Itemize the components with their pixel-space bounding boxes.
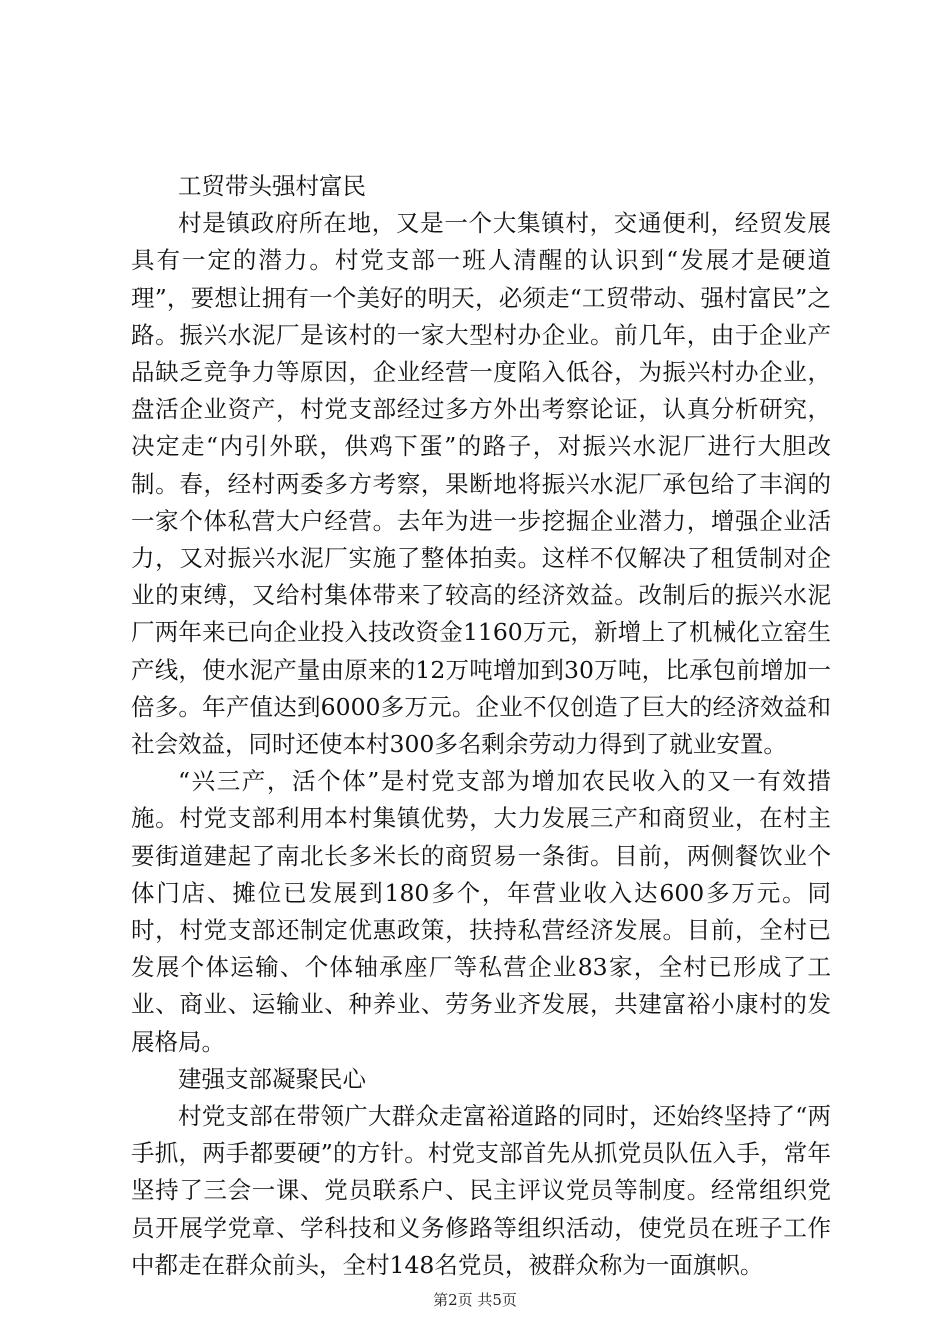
paragraph-tertiary-industry: “兴三产，活个体”是村党支部为增加农民收入的又一有效措施。村党支部利用本村集镇优势，大力发展三产和商贸业，在村主要街道建起了南北长多米长的商贸易一条街。目前，两侧餐饮业个体门店、摊位已发展到180多个，年营业收入达600多万元。同时，村党支部还制定优惠政策，扶持私营经济发展。目前，全村已发展个体运输、个体轴承座厂等私营企业83家，全村已形成了工业、商业、运输业、种养业、劳务业齐发展，共建富裕小康村的发展格局。	[131, 767, 831, 1056]
paragraph-party-members: 村党支部在带领广大群众走富裕道路的同时，还始终坚持了“两手抓，两手都要硬”的方针。村党支部首先从抓党员队伍入手，常年坚持了三会一课、党员联系户、民主评议党员等制度。经常组织党员开展学党章、学科技和义务修路等组织活动，使党员在班子工作中都走在群众前头，全村148名党员，被群众称为一面旗帜。	[131, 1102, 831, 1279]
section-heading-party-branch: 建强支部凝聚民心	[178, 1064, 366, 1093]
section-heading-industry-trade: 工贸带头强村富民	[178, 172, 366, 200]
paragraph-cement-factory: 村是镇政府所在地，又是一个大集镇村，交通便利，经贸发展具有一定的潜力。村党支部一班人清醒的认识到“发展才是硬道理”，要想让拥有一个美好的明天，必须走“工贸带动、强村富民”之路。振兴水泥厂是该村的一家大型村办企业。前几年，由于企业产品缺乏竞争力等原因，企业经营一度陷入低谷，为振兴村办企业，盘活企业资产，村党支部经过多方外出考察论证，认真分析研究，决定走“内引外联，供鸡下蛋”的路子，对振兴水泥厂进行大胆改制。春，经村两委多方考察，果断地将振兴水泥厂承包给了丰润的一家个体私营大户经营。去年为进一步挖掘企业潜力，增强企业活力，又对振兴水泥厂实施了整体拍卖。这样不仅解决了租赁制对企业的束缚，又给村集体带来了较高的经济效益。改制后的振兴水泥厂两年来已向企业投入技改资金1160万元，新增上了机械化立窑生产线，使水泥产量由原来的12万吨增加到30万吨，比承包前增加一倍多。年产值达到6000多万元。企业不仅创造了巨大的经济效益和社会效益，同时还使本村300多名剩余劳动力得到了就业安置。	[131, 209, 831, 759]
page-number-footer: 第2页 共5页	[433, 1291, 517, 1309]
document-body	[131, 168, 831, 1284]
